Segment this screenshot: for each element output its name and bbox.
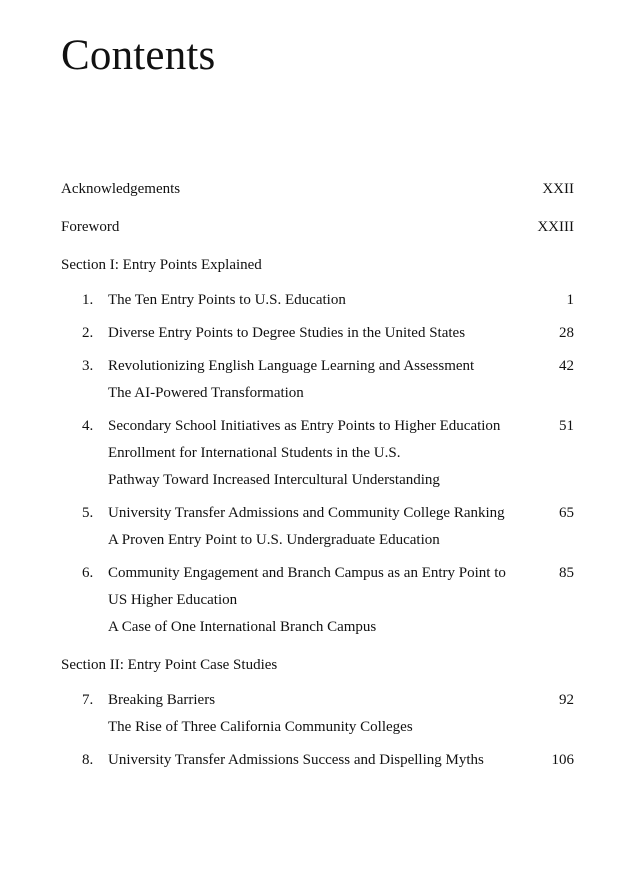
toc-section-heading-label: Section II: Entry Point Case Studies [61, 657, 278, 673]
toc-chapter-title: Community Engagement and Branch Campus as an Entry Point to US Higher Education [108, 565, 506, 608]
toc-chapter-titles [108, 320, 514, 347]
toc-entry-label-group [82, 687, 528, 741]
toc-chapter-titles [108, 560, 514, 641]
toc-page-number: 42 [559, 358, 574, 374]
page-title: Contents [61, 32, 216, 79]
toc-page-number: XXII [542, 181, 574, 197]
toc-chapter-number: 4. [82, 418, 94, 434]
toc-entry-label-group [82, 353, 528, 407]
toc-page-number: 1 [566, 292, 574, 308]
toc-entry-label-group [82, 500, 528, 554]
toc-chapter-number: 6. [82, 565, 94, 581]
toc-chapter-entry[interactable] [61, 687, 574, 741]
toc-chapter-titles [108, 747, 514, 774]
toc-chapter-number: 1. [82, 292, 94, 308]
toc-entry-label-group [61, 176, 528, 203]
toc-chapter-subtitle: The Rise of Three California Community Colleges [108, 719, 413, 735]
toc-chapter-entry[interactable] [61, 413, 574, 494]
toc-chapter-number: 5. [82, 505, 94, 521]
toc-entry-label-group [82, 747, 528, 774]
toc-entry-label-group [82, 287, 528, 314]
toc-chapter-entry[interactable] [61, 287, 574, 314]
toc-page-number: 85 [559, 565, 574, 581]
toc-page-number: 65 [559, 505, 574, 521]
toc-chapter-subtitle: The AI-Powered Transformation [108, 385, 304, 401]
toc-front-matter-entry[interactable] [61, 214, 574, 241]
toc-page-number: 106 [551, 752, 574, 768]
toc-section-heading [61, 252, 574, 279]
toc-page-number: XXIII [537, 219, 574, 235]
toc-section-heading-label: Section I: Entry Points Explained [61, 257, 262, 273]
toc-chapter-title: The Ten Entry Points to U.S. Education [108, 292, 346, 308]
toc-chapter-entry[interactable] [61, 500, 574, 554]
toc-chapter-title: Secondary School Initiatives as Entry Points to Higher Education Enrollment for International Students in the U.S. [108, 418, 501, 461]
toc-chapter-title: Breaking Barriers [108, 692, 216, 708]
toc-front-matter-label: Acknowledgements [61, 181, 181, 197]
toc-chapter-titles [108, 353, 514, 407]
toc-chapter-subtitle: A Case of One International Branch Campus [108, 619, 377, 635]
toc-chapter-entry[interactable] [61, 747, 574, 774]
toc-entry-label-group [61, 252, 528, 279]
toc-chapter-titles [108, 413, 514, 494]
toc-chapter-title: University Transfer Admissions and Community College Ranking [108, 505, 505, 521]
toc-entry-list [61, 176, 574, 780]
toc-entry-label-group [82, 320, 528, 347]
toc-chapter-number: 3. [82, 358, 94, 374]
toc-chapter-subtitle: A Proven Entry Point to U.S. Undergraduate Education [108, 532, 440, 548]
toc-chapter-number: 2. [82, 325, 94, 341]
toc-page-number: 51 [559, 418, 574, 434]
toc-page-number: 28 [559, 325, 574, 341]
toc-chapter-titles [108, 287, 514, 314]
toc-page-number: 92 [559, 692, 574, 708]
toc-entry-label-group [61, 652, 528, 679]
toc-chapter-title: University Transfer Admissions Success and Dispelling Myths [108, 752, 484, 768]
toc-chapter-entry[interactable] [61, 560, 574, 641]
toc-entry-label-group [61, 214, 528, 241]
toc-chapter-number: 7. [82, 692, 94, 708]
toc-chapter-title: Revolutionizing English Language Learning and Assessment [108, 358, 475, 374]
toc-chapter-number: 8. [82, 752, 94, 768]
toc-front-matter-label: Foreword [61, 219, 120, 235]
toc-chapter-entry[interactable] [61, 353, 574, 407]
toc-chapter-titles [108, 687, 514, 741]
toc-chapter-subtitle: Pathway Toward Increased Intercultural Understanding [108, 472, 440, 488]
toc-front-matter-entry[interactable] [61, 176, 574, 203]
toc-chapter-titles [108, 500, 514, 554]
toc-entry-label-group [82, 413, 528, 494]
toc-chapter-title: Diverse Entry Points to Degree Studies in the United States [108, 325, 466, 341]
toc-entry-label-group [82, 560, 528, 641]
toc-section-heading [61, 652, 574, 679]
toc-chapter-entry[interactable] [61, 320, 574, 347]
